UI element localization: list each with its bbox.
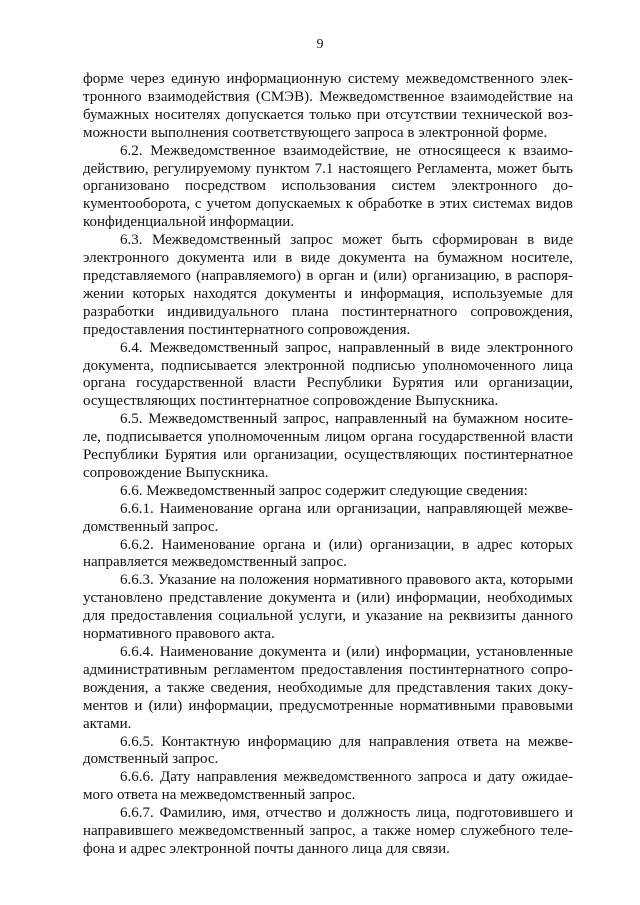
paragraph: 6.5. Межведомственный запрос, направленный на бумажном носителе, подписывается уполномоченным лицом органа государственной власти Республики Бурятия или организации, осуществляющих постинтернатное сопровождение Выпускника. bbox=[83, 411, 573, 481]
paragraph: 6.3. Межведомственный запрос может быть сформирован в виде электронного документа или в виде документа на бумажном носителе, представляемого (направляемого) в орган и (или) организацию, в распоряжении которых находятся документы и информация, используемые для разработки индивидуального плана постинтернатного сопровождения, предоставления постинтернатного сопровождения. bbox=[83, 232, 573, 338]
page-number: 9 bbox=[316, 37, 324, 52]
paragraph: 6.6.6. Дату направления межведомственного запроса и дату ожидаемого ответа на межведомственный запрос. bbox=[83, 769, 573, 804]
paragraph: 6.6.3. Указание на положения нормативного правового акта, которыми установлено представление документа и (или) информации, необходимых для предоставления социальной услуги, и указание на реквизиты данного нормативного правового акта. bbox=[83, 572, 573, 643]
paragraph: 6.6. Межведомственный запрос содержит следующие сведения: bbox=[120, 482, 528, 499]
document-body bbox=[83, 71, 573, 859]
paragraph: 6.4. Межведомственный запрос, направленный в виде электронного документа, подписывается электронной подписью уполномоченного лица органа государственной власти Республики Бурятия или организации, осуществляющих постинтернатное сопровождение Выпускника. bbox=[83, 339, 573, 410]
paragraph: 6.6.7. Фамилию, имя, отчество и должность лица, подготовившего и направившего межведомственный запрос, а также номер служебного телефона и адрес электронной почты данного лица для связи. bbox=[83, 805, 573, 857]
paragraph: 6.2. Межведомственное взаимодействие, не относящееся к взаимодействию, регулируемому пунктом 7.1 настоящего Регламента, может быть организовано посредством использования систем электронного документооборота, с учетом допускаемых к обработке в этих системах видов конфиденциальной информации. bbox=[83, 142, 573, 231]
paragraph: 6.6.4. Наименование документа и (или) информации, установленные административным регламентом предоставления постинтернатного сопровождения, а также сведения, необходимые для представления таких документов и (или) информации, предусмотренные нормативными правовыми актами. bbox=[83, 644, 573, 732]
paragraph: 6.6.1. Наименование органа или организации, направляющей межведомственный запрос. bbox=[83, 500, 573, 535]
paragraph: 6.6.2. Наименование органа и (или) организации, в адрес которых направляется межведомственный запрос. bbox=[83, 536, 573, 571]
paragraph: форме через единую информационную систему межведомственного электронного взаимодействия (СМЭВ). Межведомственное взаимодействие на бумажных носителях допускается только при отсутствии технической возможности выполнения соответствующего запроса в электронной форме. bbox=[83, 71, 573, 141]
paragraph: 6.6.5. Контактную информацию для направления ответа на межведомственный запрос. bbox=[83, 733, 573, 768]
